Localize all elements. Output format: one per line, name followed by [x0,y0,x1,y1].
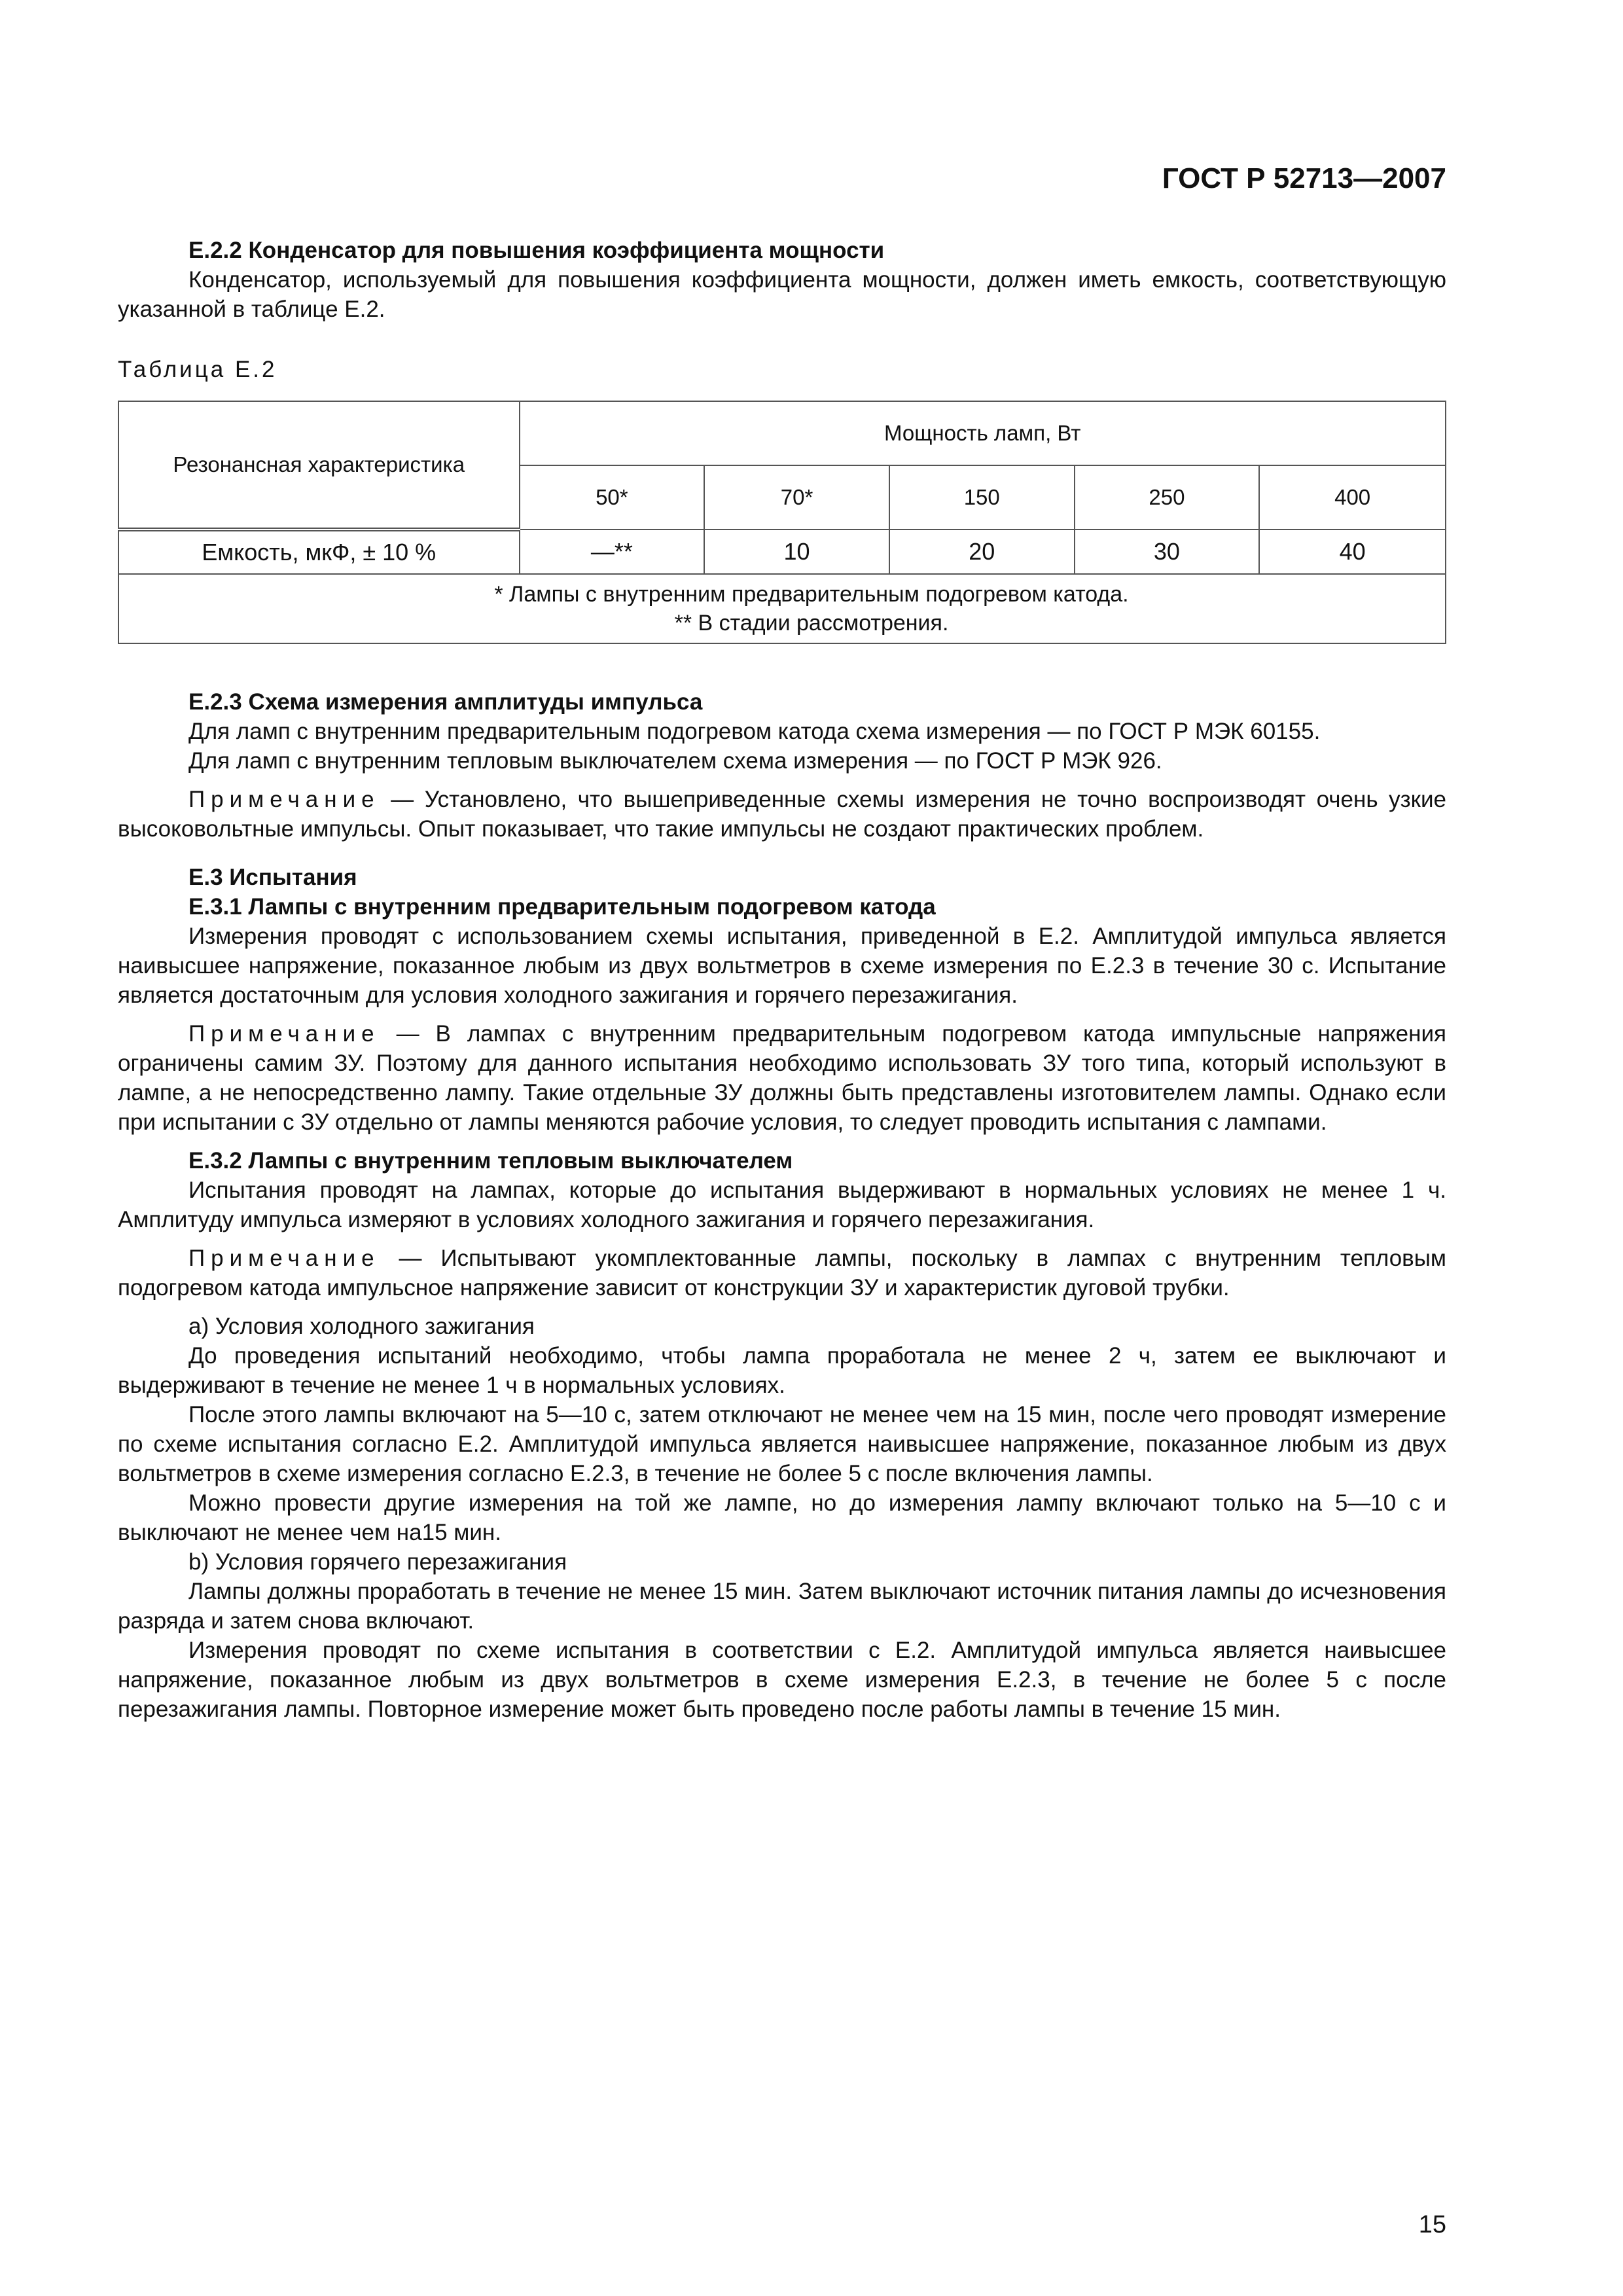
table-caption: Таблица Е.2 [118,357,277,382]
item-a-paragraph-2: После этого лампы включают на 5—10 с, затем отключают не менее чем на 15 мин, после чего проводят измерение по схеме испытания согласно Е.2. Амплитудой импульса является наивысшее напряжение, показанное любым из двух вольтметров в схеме измерения согласно Е.2.3, в течение не более 5 с после включения лампы. [118,1402,1446,1486]
item-b-heading: b) Условия горячего перезажигания [188,1549,567,1575]
column-header: 400 [1259,465,1446,529]
section-e23-line1: Для ламп с внутренним предварительным подогревом катода схема измерения — по ГОСТ Р МЭК 60155. [188,719,1321,744]
section-e22-text: Конденсатор, используемый для повышения коэффициента мощности, должен иметь емкость, соответствующую указанной в таблице Е.2. [118,267,1446,322]
table-e2 [118,401,1446,644]
note-label: Примечание [188,1246,380,1271]
section-e23-heading: Е.2.3 Схема измерения амплитуды импульса [188,689,703,715]
table-cell: 10 [704,529,889,574]
item-b-paragraph-2: Измерения проводят по схеме испытания в соответствии с Е.2. Амплитудой импульса является наивысшее напряжение, показанное любым из двух вольтметров в схеме измерения Е.2.3, в течение не более 5 с после перезажигания лампы. Повторное измерение может быть проведено после работы лампы в течение 15 мин. [118,1638,1446,1722]
section-e23 [118,687,1446,844]
item-a-heading: а) Условия холодного зажигания [188,1314,535,1339]
table-note-1: * Лампы с внутренним предварительным подогревом катода. [494,582,1129,607]
section-e31-heading: Е.3.1 Лампы с внутренним предварительным подогревом катода [188,894,936,920]
note-text: — В лампах с внутренним предварительным подогревом катода импульсные напряжения ограничены самим ЗУ. Поэтому для данного испытания необходимо использовать ЗУ того типа, который используют в лампе, а не непосредственно лампу. Такие отдельные ЗУ должны быть представлены изготовителем лампы. Однако если при испытании с ЗУ отдельно от лампы меняются рабочие условия, то следует проводить испытания с лампами. [118,1021,1446,1135]
note-label: Примечание [188,787,380,812]
note-text: — Испытывают укомплектованные лампы, поскольку в лампах с внутренним тепловым подогревом катода импульсное напряжение зависит от конструкции ЗУ и характеристик дуговой трубки. [118,1246,1446,1300]
page-number: 15 [1418,2211,1446,2238]
table-cell: 40 [1259,529,1446,574]
section-e31-note [118,1019,1446,1137]
table-cell: 20 [889,529,1075,574]
column-header: 250 [1075,465,1260,529]
section-e31-text: Измерения проводят с использованием схемы испытания, приведенной в Е.2. Амплитудой импульса является наивысшее напряжение, показанное любым из двух вольтметров в схеме измерения по Е.2.3 в течение 30 с. Испытание является достаточным для условия холодного зажигания и горячего перезажигания. [118,924,1446,1008]
section-e22-heading: Е.2.2 Конденсатор для повышения коэффициента мощности [188,238,885,263]
table-cell: 30 [1075,529,1260,574]
section-e3-heading: Е.3 Испытания [188,865,357,890]
section-e22 [118,236,1446,324]
table-notes [118,574,1446,643]
section-e32-text: Испытания проводят на лампах, которые до испытания выдерживают в нормальных условиях не менее 1 ч. Амплитуду импульса измеряют в условиях холодного зажигания и горячего перезажигания. [118,1177,1446,1232]
note-text: — Установлено, что вышеприведенные схемы измерения не точно воспроизводят очень узкие высоковольтные импульсы. Опыт показывает, что такие импульсы не создают практических проблем. [118,787,1446,842]
row-label: Емкость, мкФ, ± 10 % [118,529,520,574]
document-code: ГОСТ Р 52713—2007 [1162,162,1446,194]
column-header: 70* [704,465,889,529]
section-e23-line2: Для ламп с внутренним тепловым выключателем схема измерения — по ГОСТ Р МЭК 926. [188,748,1162,774]
column-header: 150 [889,465,1075,529]
row-header-cell: Резонансная характеристика [118,401,520,529]
section-e23-note [118,785,1446,844]
item-b-paragraph-1: Лампы должны проработать в течение не менее 15 мин. Затем выключают источник питания лампы до исчезновения разряда и затем снова включают. [118,1579,1446,1634]
column-header: 50* [520,465,705,529]
item-a-paragraph-3: Можно провести другие измерения на той же лампе, но до измерения лампу включают только на 5—10 с и выключают не менее чем на15 мин. [118,1490,1446,1545]
group-header-cell: Мощность ламп, Вт [520,401,1446,465]
table-note-2: ** В стадии рассмотрения. [674,611,949,636]
section-e32-note [118,1244,1446,1302]
document-page [118,0,1446,2296]
item-a-paragraph-1: До проведения испытаний необходимо, чтобы лампа проработала не менее 2 ч, затем ее выключают и выдерживают в течение не менее 1 ч в нормальных условиях. [118,1343,1446,1398]
section-e3 [118,863,1446,1724]
section-e32-heading: Е.3.2 Лампы с внутренним тепловым выключателем [188,1148,793,1174]
note-label: Примечание [188,1021,380,1047]
table-cell: —** [520,529,705,574]
